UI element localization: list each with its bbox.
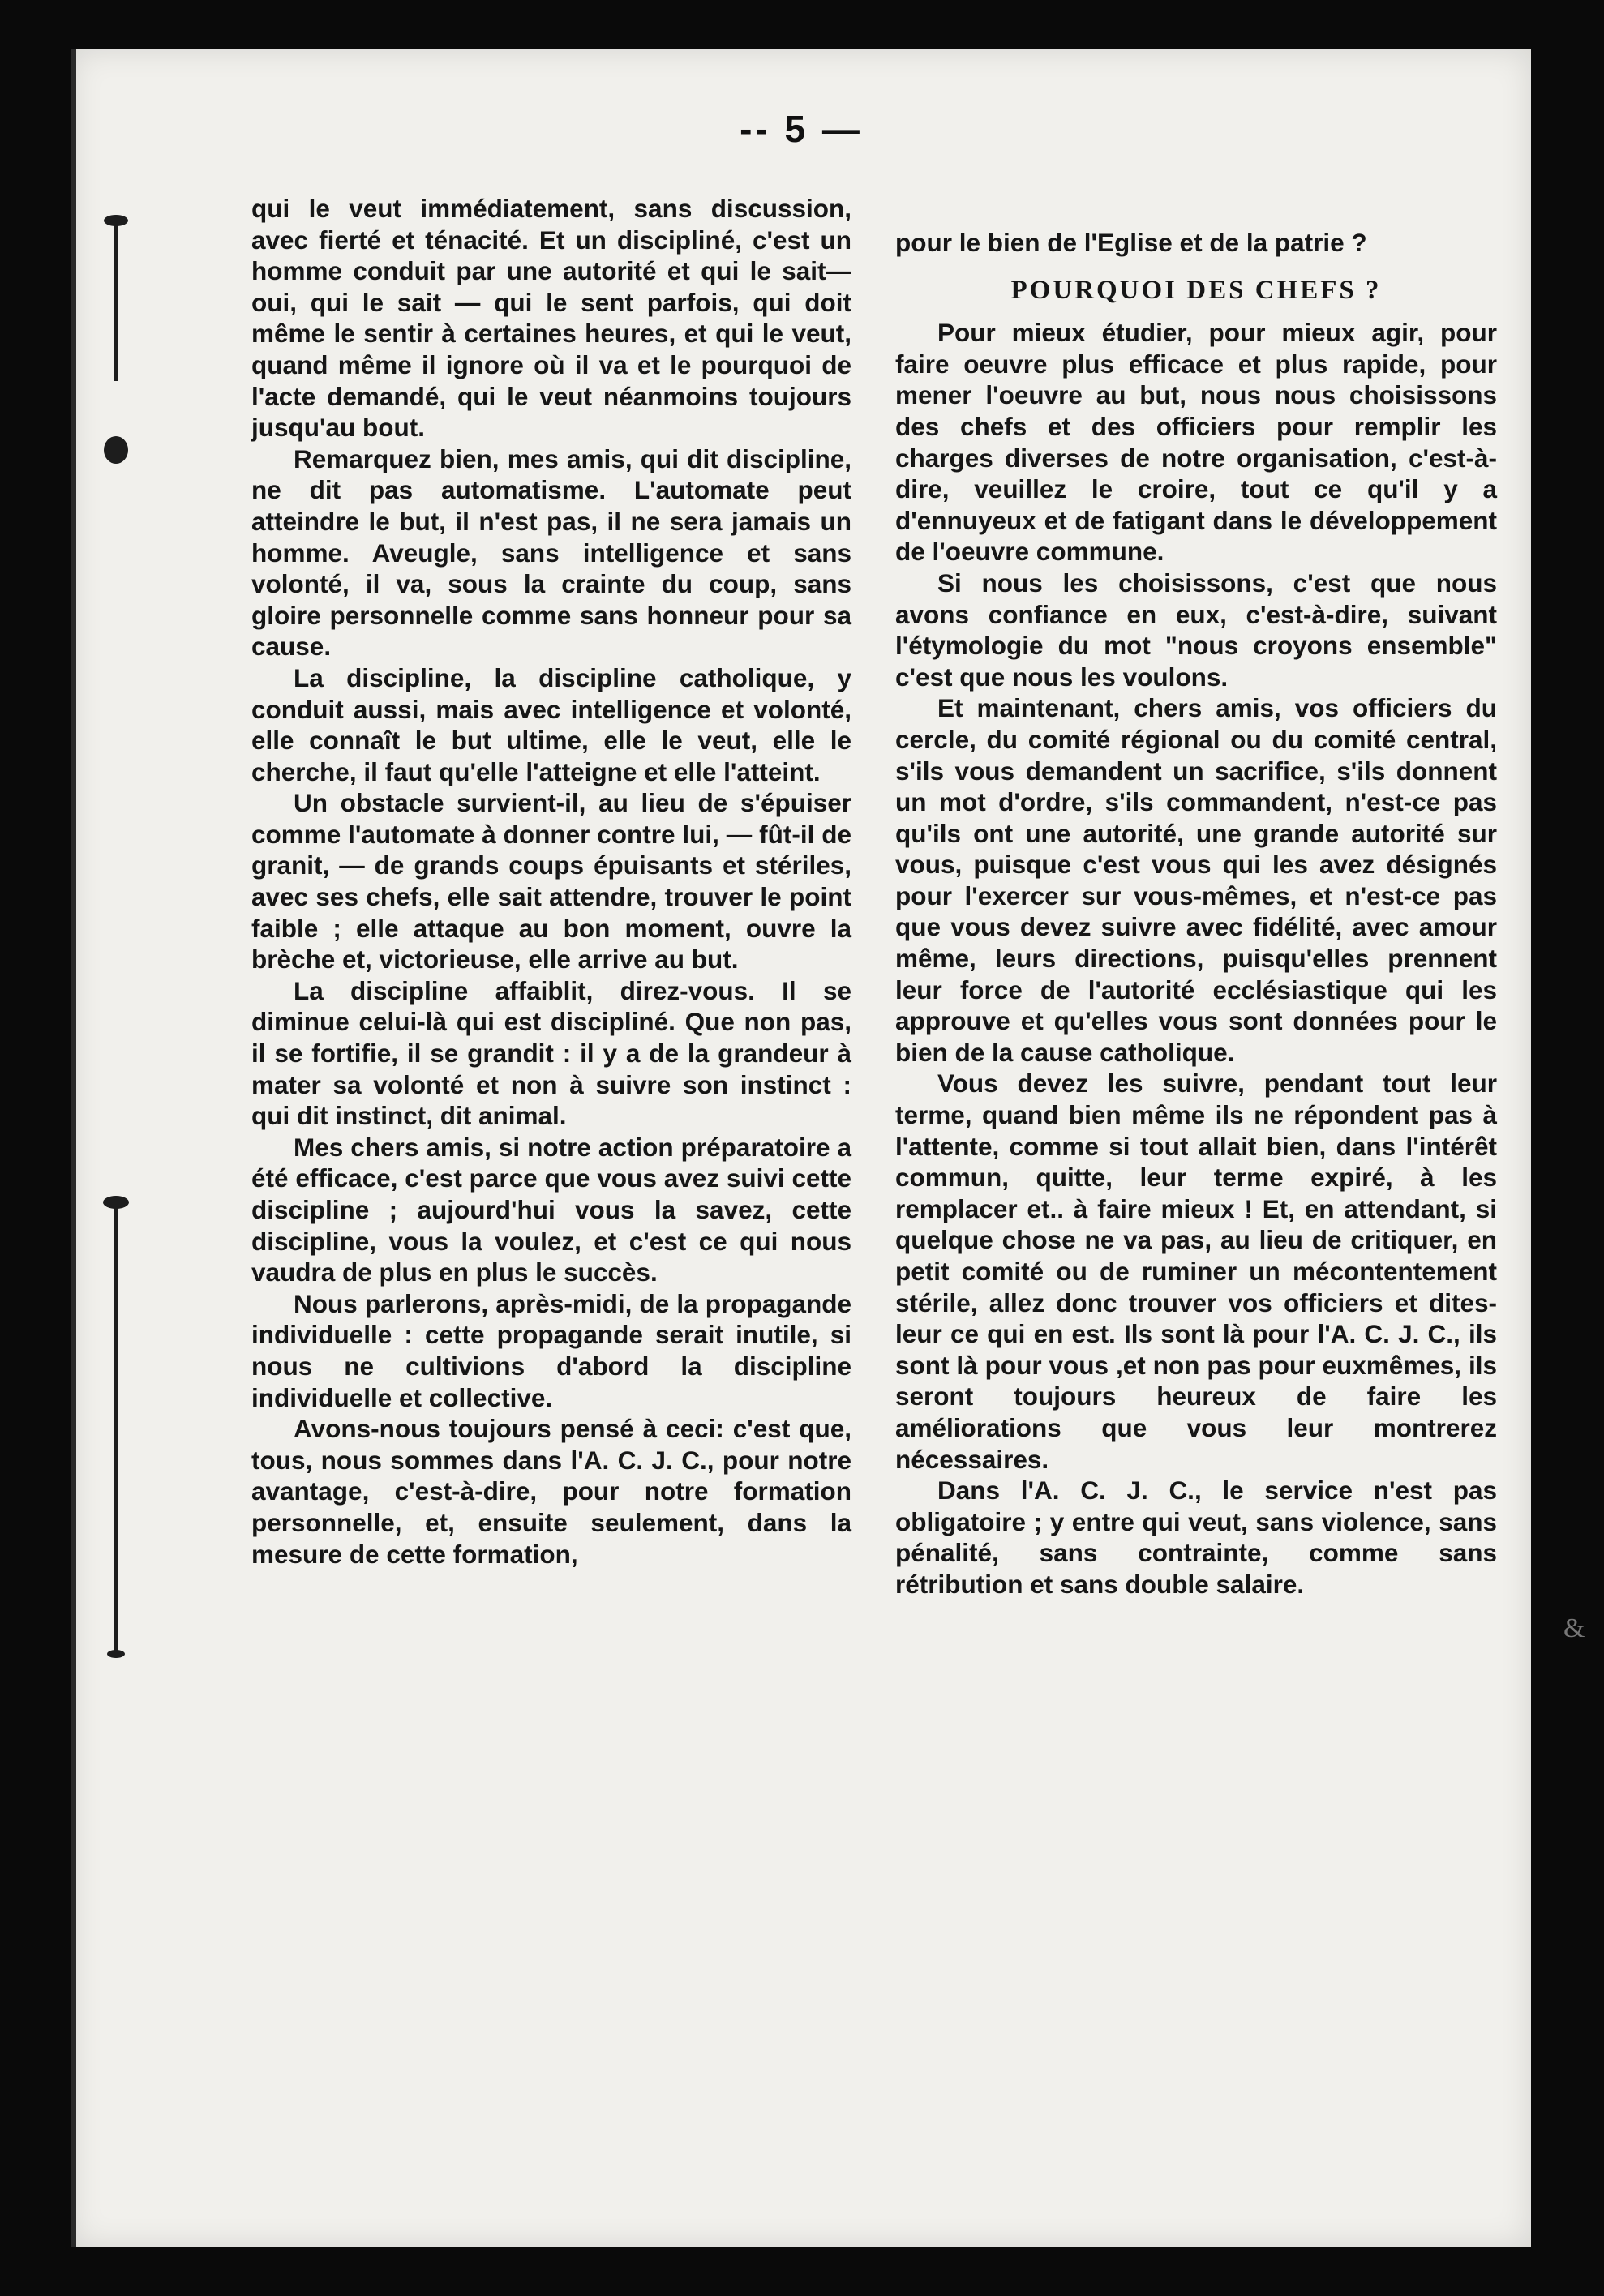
paragraph: Remarquez bien, mes amis, qui dit discipline, ne dit pas automatisme. L'automate peut atteindre le but, il n'est pas, il ne sera jamais un homme. Aveugle, sans intelligence et sans volonté, il va, sous la crainte du coup, sans gloire personnelle comme sans honneur pour sa cause.	[251, 443, 851, 662]
right-column	[895, 227, 1497, 1600]
binding-pin-foot	[107, 1650, 125, 1658]
section-heading: POURQUOI DES CHEFS ?	[1010, 275, 1382, 305]
binding-pin-stem	[114, 1200, 118, 1654]
ink-drop-icon	[104, 436, 128, 464]
binding-pin-stem	[114, 219, 118, 381]
margin-note: &	[1563, 1613, 1585, 1643]
page-number: -- 5 —	[740, 108, 863, 150]
paragraph: Vous devez les suivre, pendant tout leur terme, quand bien même ils ne répondent pas à l'attente, comme si tout allait bien, dans l'intérêt commun, quitte, leur terme expiré, à les remplacer et.. à faire mieux ! Et, en attendant, si quelque chose ne va pas, au lieu de critiquer, en petit comité ou de ruminer un mécontentement stérile, allez donc trouver vos officiers et dites-leur ce qui en est. Ils sont là pour l'A. C. J. C., ils sont là pour vous ,et non pas pour euxmêmes, ils seront toujours heureux de faire les améliorations que vous leur montrerez nécessaires.	[895, 1069, 1497, 1474]
paragraph: Et maintenant, chers amis, vos officiers du cercle, du comité régional ou du comité central, s'ils vous demandent un sacrifice, s'ils donnent un mot d'ordre, s'ils commandent, n'est-ce pas qu'ils ont une autorité, une grande autorité sur vous, puisque c'est vous qui les avez désignés pour l'exercer sur vous-mêmes, et n'est-ce pas que vous devez suivre avec fidélité, avec amour même, leurs directions, puisqu'elles prennent leur force de l'autorité ecclésiastique qui les approuve et qu'elles vous sont données pour le bien de la cause catholique.	[895, 693, 1497, 1067]
paragraph: qui le veut immédiatement, sans discussion, avec fierté et ténacité. Et un discipliné, c'est un homme conduit par une autorité et qui le sait— oui, qui le sait — qui le sent parfois, qui doit même le sentir à certaines heures, et qui le veut, quand même il ignore où il va et le pourquoi de l'acte demandé, qui le veut néanmoins toujours jusqu'au bout.	[251, 194, 851, 443]
left-column	[251, 193, 851, 1570]
paragraph: Nous parlerons, après-midi, de la propagande individuelle : cette propagande serait inutile, si nous ne cultivions d'abord la discipline individuelle et collective.	[251, 1288, 851, 1412]
paragraph: pour le bien de l'Eglise et de la patrie ?	[895, 228, 1367, 257]
page-gutter	[71, 49, 76, 2247]
paragraph: Dans l'A. C. J. C., le service n'est pas obligatoire ; y entre qui veut, sans violence, sans pénalité, sans contrainte, comme sans rétribution et sans double salaire.	[895, 1476, 1497, 1599]
paragraph: Mes chers amis, si notre action préparatoire a été efficace, c'est parce que vous avez suivi cette discipline ; aujourd'hui vous la savez, cette discipline, vous la voulez, et c'est ce qui nous vaudra de plus en plus le succès.	[251, 1132, 851, 1287]
paragraph: Avons-nous toujours pensé à ceci: c'est que, tous, nous sommes dans l'A. C. J. C., pour notre avantage, c'est-à-dire, pour notre formation personnelle, et, ensuite seulement, dans la mesure de cette formation,	[251, 1414, 851, 1569]
paragraph: Si nous les choisissons, c'est que nous avons confiance en eux, c'est-à-dire, suivant l'étymologie du mot "nous croyons ensemble" c'est que nous les voulons.	[895, 568, 1497, 692]
document-page	[71, 49, 1585, 2247]
paragraph: Pour mieux étudier, pour mieux agir, pour faire oeuvre plus efficace et plus rapide, pour mener l'oeuvre au but, nous nous choisissons des chefs et des officiers pour remplir les charges diverses de notre organisation, c'est-à-dire, veuillez le croire, tout ce qu'il y a d'ennuyeux et de fatigant dans le développement de l'oeuvre commune.	[895, 318, 1497, 567]
paragraph: La discipline affaiblit, direz-vous. Il se diminue celui-là qui est discipliné. Que non pas, il se fortifie, il se grandit : il y a de la grandeur à mater sa volonté et non à suivre son instinct : qui dit instinct, dit animal.	[251, 975, 851, 1131]
paragraph: La discipline, la discipline catholique, y conduit aussi, mais avec intelligence et volonté, elle connaît le but ultime, elle le veut, elle le cherche, il faut qu'elle l'atteigne et elle l'atteint.	[251, 662, 851, 786]
paragraph: Un obstacle survient-il, au lieu de s'épuiser comme l'automate à donner contre lui, — fût-il de granit, — de grands coups épuisants et stériles, avec ses chefs, elle sait attendre, trouver le point faible ; elle attaque au bon moment, ouvre la brèche et, victorieuse, elle arrive au but.	[251, 788, 851, 975]
